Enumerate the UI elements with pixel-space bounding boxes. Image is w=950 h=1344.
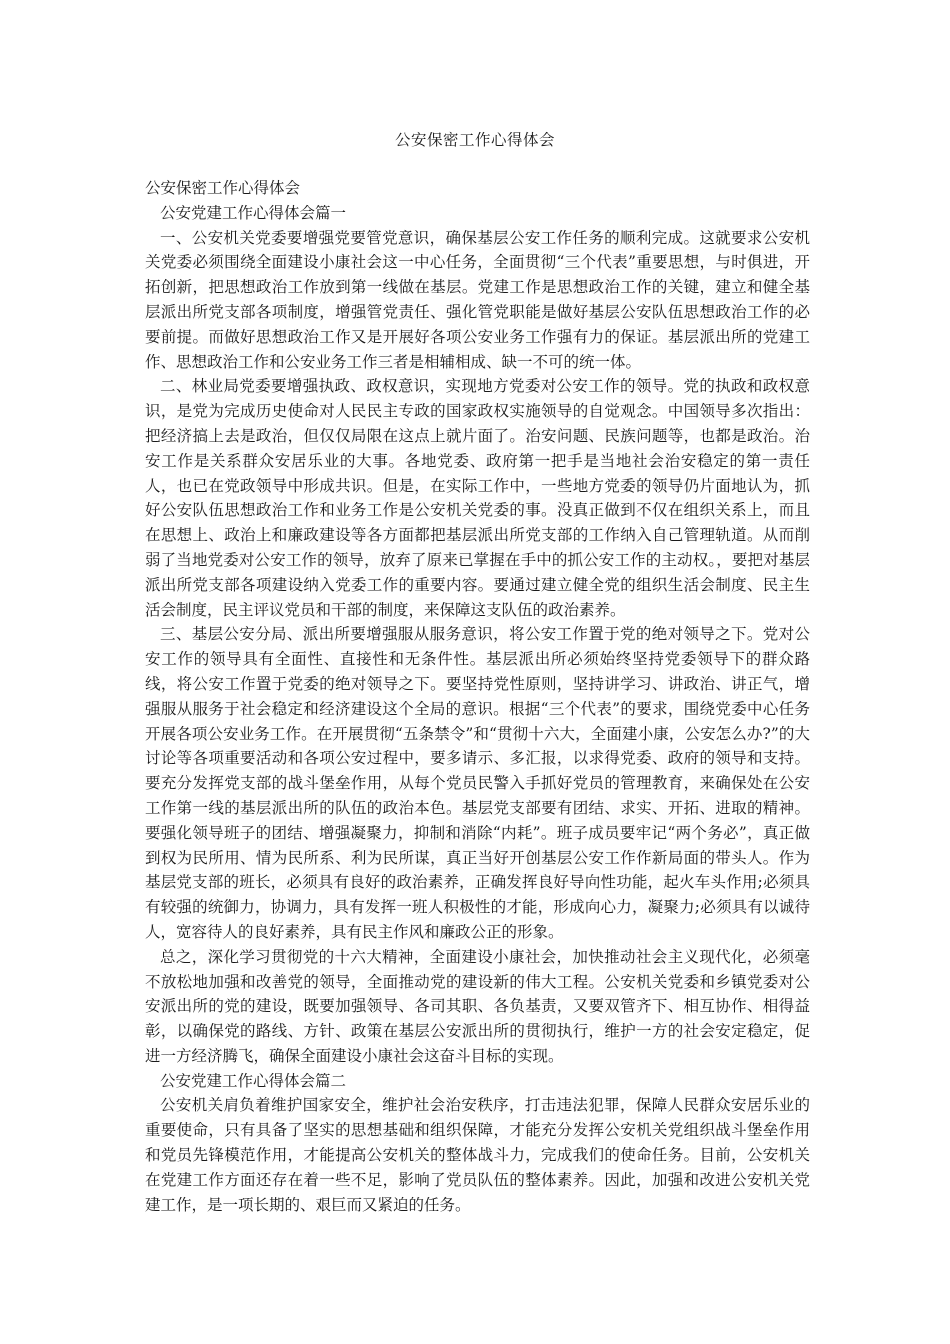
paragraph-5: 公安机关肩负着维护国家安全，维护社会治安秩序，打击违法犯罪，保障人民群众安居乐业的重要使命，只有具备了坚实的思想基础和组织保障，才能充分发挥公安机关党组织战斗堡垒作用和党员先锋模范作用，才能提高公安机关的整体战斗力，完成我们的使命任务。目前，公安机关在党建工作方面还存在着一些不足，影响了党员队伍的整体素养。因此，加强和改进公安机关党建工作，是一项长期的、艰巨而又紧迫的任务。 bbox=[145, 1096, 810, 1214]
document-title: 公安保密工作心得体会 bbox=[394, 131, 555, 149]
paragraph-4: 总之，深化学习贯彻党的十六大精神，全面建设小康社会，加快推动社会主义现代化，必须毫不放松地加强和改善党的领导，全面推动党的建设新的伟大工程。公安机关党委和乡镇党委对公安派出所的党的建设，既要加强领导、各司其职、各负基责，又要双管齐下、相互协作、相得益彰，以确保党的路线、方针、政策在基层公安派出所的贯彻执行，维护一方的社会安定稳定，促进一方经济腾飞，确保全面建设小康社会这奋斗目标的实现。 bbox=[145, 947, 810, 1065]
section-heading-2: 公安党建工作心得体会篇二 bbox=[160, 1071, 347, 1090]
section-heading-1: 公安党建工作心得体会篇一 bbox=[160, 203, 347, 222]
document-body bbox=[145, 176, 810, 1217]
paragraph-2: 二、林业局党委要增强执政、政权意识，实现地方党委对公安工作的领导。党的执政和政权意识，是党为完成历史使命对人民民主专政的国家政权实施领导的自觉观念。中国领导多次指出：把经济搞上去是政治，但仅仅局限在这点上就片面了。治安问题、民族问题等，也都是政治。治安工作是关系群众安居乐业的大事。各地党委、政府第一把手是当地社会治安稳定的第一责任人，也已在党政领导中形成共识。但是，在实际工作中，一些地方党委的领导仍片面地认为，抓好公安队伍思想政治工作和业务工作是公安机关党委的事。没真正做到不仅在组织关系上，而且在思想上、政治上和廉政建设等各方面都把基层派出所党支部的工作纳入自己管理轨道。从而削弱了当地党委对公安工作的领导，放弃了原来已掌握在手中的抓公安工作的主动权。，要把对基层派出所党支部各项建设纳入党委工作的重要内容。要通过建立健全党的组织生活会制度、民主生活会制度，民主评议党员和干部的制度，来保障这支队伍的政治素养。 bbox=[145, 377, 810, 619]
paragraph-1: 一、公安机关党委要增强党要管党意识，确保基层公安工作任务的顺利完成。这就要求公安机关党委必须围绕全面建设小康社会这一中心任务，全面贯彻“三个代表”重要思想，与时俱进，开拓创新，把思想政治工作放到第一线做在基层。党建工作是思想政治工作的关键，建立和健全基层派出所党支部各项制度，增强管党责任、强化管党职能是做好基层公安队伍思想政治工作的必要前提。而做好思想政治工作又是开展好各项公安业务工作强有力的保证。基层派出所的党建工作、思想政治工作和公安业务工作三者是相辅相成、缺一不可的统一体。 bbox=[145, 228, 810, 371]
document-lead-line: 公安保密工作心得体会 bbox=[145, 179, 301, 197]
paragraph-3: 三、基层公安分局、派出所要增强服从服务意识，将公安工作置于党的绝对领导之下。党对公安工作的领导具有全面性、直接性和无条件性。基层派出所必须始终坚持党委领导下的群众路线，将公安工作置于党委的绝对领导之下。要坚持党性原则，坚持讲学习、讲政治、讲正气，增强服从服务于社会稳定和经济建设这个全局的意识。根据“三个代表”的要求，围绕党委中心任务开展各项公安业务工作。在开展贯彻“五条禁令”和“贯彻十六大，全面建小康，公安怎么办?”的大讨论等各项重要活动和各项公安过程中，要多请示、多汇报，以求得党委、政府的领导和支持。要充分发挥党支部的战斗堡垒作用，从每个党员民警入手抓好党员的管理教育，来确保处在公安工作第一线的基层派出所的队伍的政治本色。基层党支部要有团结、求实、开拓、进取的精神。要强化领导班子的团结、增强凝聚力，抑制和消除“内耗”。班子成员要牢记“两个务必”，真正做到权为民所用、情为民所系、利为民所谋，真正当好开创基层公安工作作新局面的带头人。作为基层党支部的班长，必须具有良好的政治素养，正确发挥良好导向性功能，起火车头作用;必须具有较强的统御力，协调力，具有发挥一班人积极性的才能，形成向心力，凝聚力;必须具有以诚待人，宽容待人的良好素养，具有民主作风和廉政公正的形象。 bbox=[145, 625, 810, 941]
